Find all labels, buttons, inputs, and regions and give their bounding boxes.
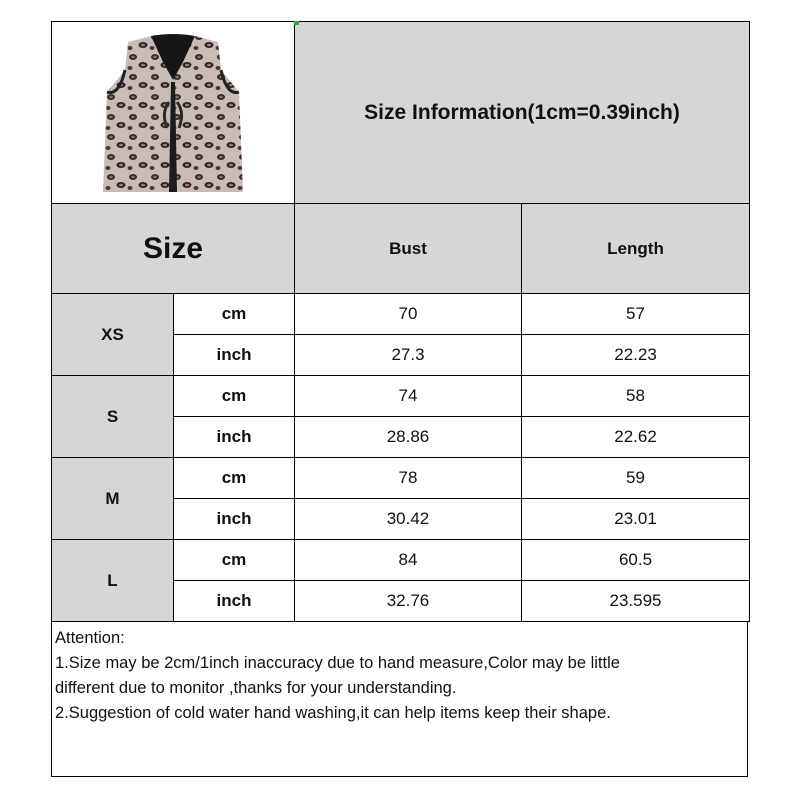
bust-value: 32.76	[295, 581, 522, 622]
unit-cm: cm	[174, 294, 295, 335]
table-row	[52, 376, 750, 417]
unit-inch: inch	[174, 499, 295, 540]
length-value: 23.595	[522, 581, 750, 622]
bust-value: 74	[295, 376, 522, 417]
length-value: 22.23	[522, 335, 750, 376]
length-value: 57	[522, 294, 750, 335]
bust-value: 30.42	[295, 499, 522, 540]
unit-cm: cm	[174, 458, 295, 499]
note-line: 2.Suggestion of cold water hand washing,it can help items keep their shape.	[55, 704, 611, 722]
length-value: 23.01	[522, 499, 750, 540]
unit-inch: inch	[174, 417, 295, 458]
size-label-l: L	[52, 540, 174, 622]
size-chart-table	[51, 21, 750, 622]
size-information-title: Size Information(1cm=0.39inch)	[295, 22, 750, 204]
size-column-header: Size	[52, 204, 295, 294]
bust-column-header: Bust	[295, 204, 522, 294]
length-value: 60.5	[522, 540, 750, 581]
bust-value: 28.86	[295, 417, 522, 458]
unit-inch: inch	[174, 581, 295, 622]
note-line: 1.Size may be 2cm/1inch inaccuracy due to hand measure,Color may be little	[55, 654, 620, 672]
table-row	[52, 540, 750, 581]
length-value: 59	[522, 458, 750, 499]
bust-value: 78	[295, 458, 522, 499]
size-label-s: S	[52, 376, 174, 458]
table-row	[52, 458, 750, 499]
unit-cm: cm	[174, 376, 295, 417]
unit-cm: cm	[174, 540, 295, 581]
bust-value: 84	[295, 540, 522, 581]
size-label-xs: XS	[52, 294, 174, 376]
attention-heading: Attention:	[55, 629, 125, 647]
length-value: 22.62	[522, 417, 750, 458]
table-row	[52, 294, 750, 335]
attention-notes	[55, 626, 745, 726]
unit-inch: inch	[174, 335, 295, 376]
size-label-m: M	[52, 458, 174, 540]
note-line: different due to monitor ,thanks for your understanding.	[55, 679, 457, 697]
leopard-vest-image	[83, 32, 263, 200]
corner-mark	[294, 21, 299, 25]
bust-value: 27.3	[295, 335, 522, 376]
bust-value: 70	[295, 294, 522, 335]
length-column-header: Length	[522, 204, 750, 294]
length-value: 58	[522, 376, 750, 417]
product-photo-cell	[52, 22, 295, 204]
